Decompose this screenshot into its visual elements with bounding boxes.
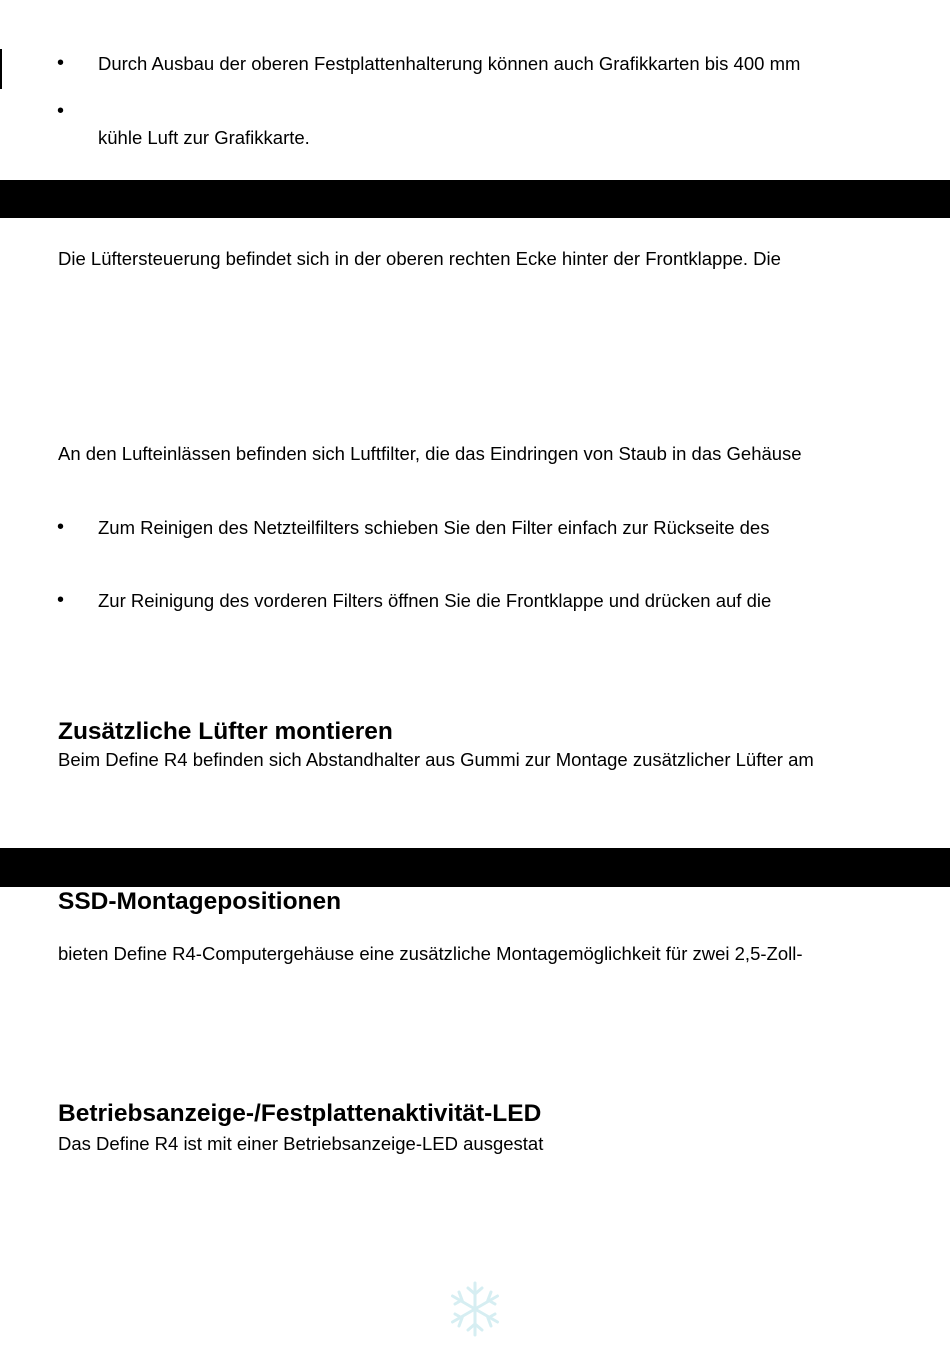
bullet-text-front-filter: Zur Reinigung des vorderen Filters öffnen Sie die Frontklappe und drücken auf die: [98, 590, 772, 611]
margin-rule: [0, 49, 2, 89]
section-bar-misc: [0, 848, 950, 887]
bullet-marker: •: [57, 589, 65, 611]
bullet-marker: •: [57, 516, 65, 538]
bullet-text-psu-filter: Zum Reinigen des Netzteilfilters schieben Sie den Filter einfach zur Rückseite des: [98, 517, 770, 538]
ssd-paragraph: bieten Define R4-Computergehäuse eine zusätzliche Montagemöglichkeit für zwei 2,5-Zoll-: [58, 943, 803, 964]
bullet-text-graphics-card: Durch Ausbau der oberen Festplattenhalterung können auch Grafikkarten bis 400 mm: [98, 53, 801, 74]
bullet-marker: •: [57, 52, 65, 74]
heading-additional-fans: Zusätzliche Lüfter montieren: [58, 718, 393, 745]
led-paragraph: Das Define R4 ist mit einer Betriebsanzeige-LED ausgestat: [58, 1133, 544, 1154]
fan-control-paragraph: Die Lüftersteuerung befindet sich in der oberen rechten Ecke hinter der Frontklappe. Die: [58, 248, 781, 269]
snowflake-icon: [446, 1280, 504, 1338]
section-bar-fan-control: [0, 180, 950, 218]
bullet-marker: •: [57, 100, 65, 122]
additional-fans-paragraph: Beim Define R4 befinden sich Abstandhalter aus Gummi zur Montage zusätzlicher Lüfter am: [58, 749, 814, 770]
heading-power-hdd-led: Betriebsanzeige-/Festplattenaktivität-LED: [58, 1100, 542, 1127]
bullet-continuation: kühle Luft zur Grafikkarte.: [98, 127, 310, 148]
air-filter-paragraph: An den Lufteinlässen befinden sich Luftfilter, die das Eindringen von Staub in das Gehäuse: [58, 443, 802, 464]
heading-ssd-mounting: SSD-Montagepositionen: [58, 888, 342, 915]
